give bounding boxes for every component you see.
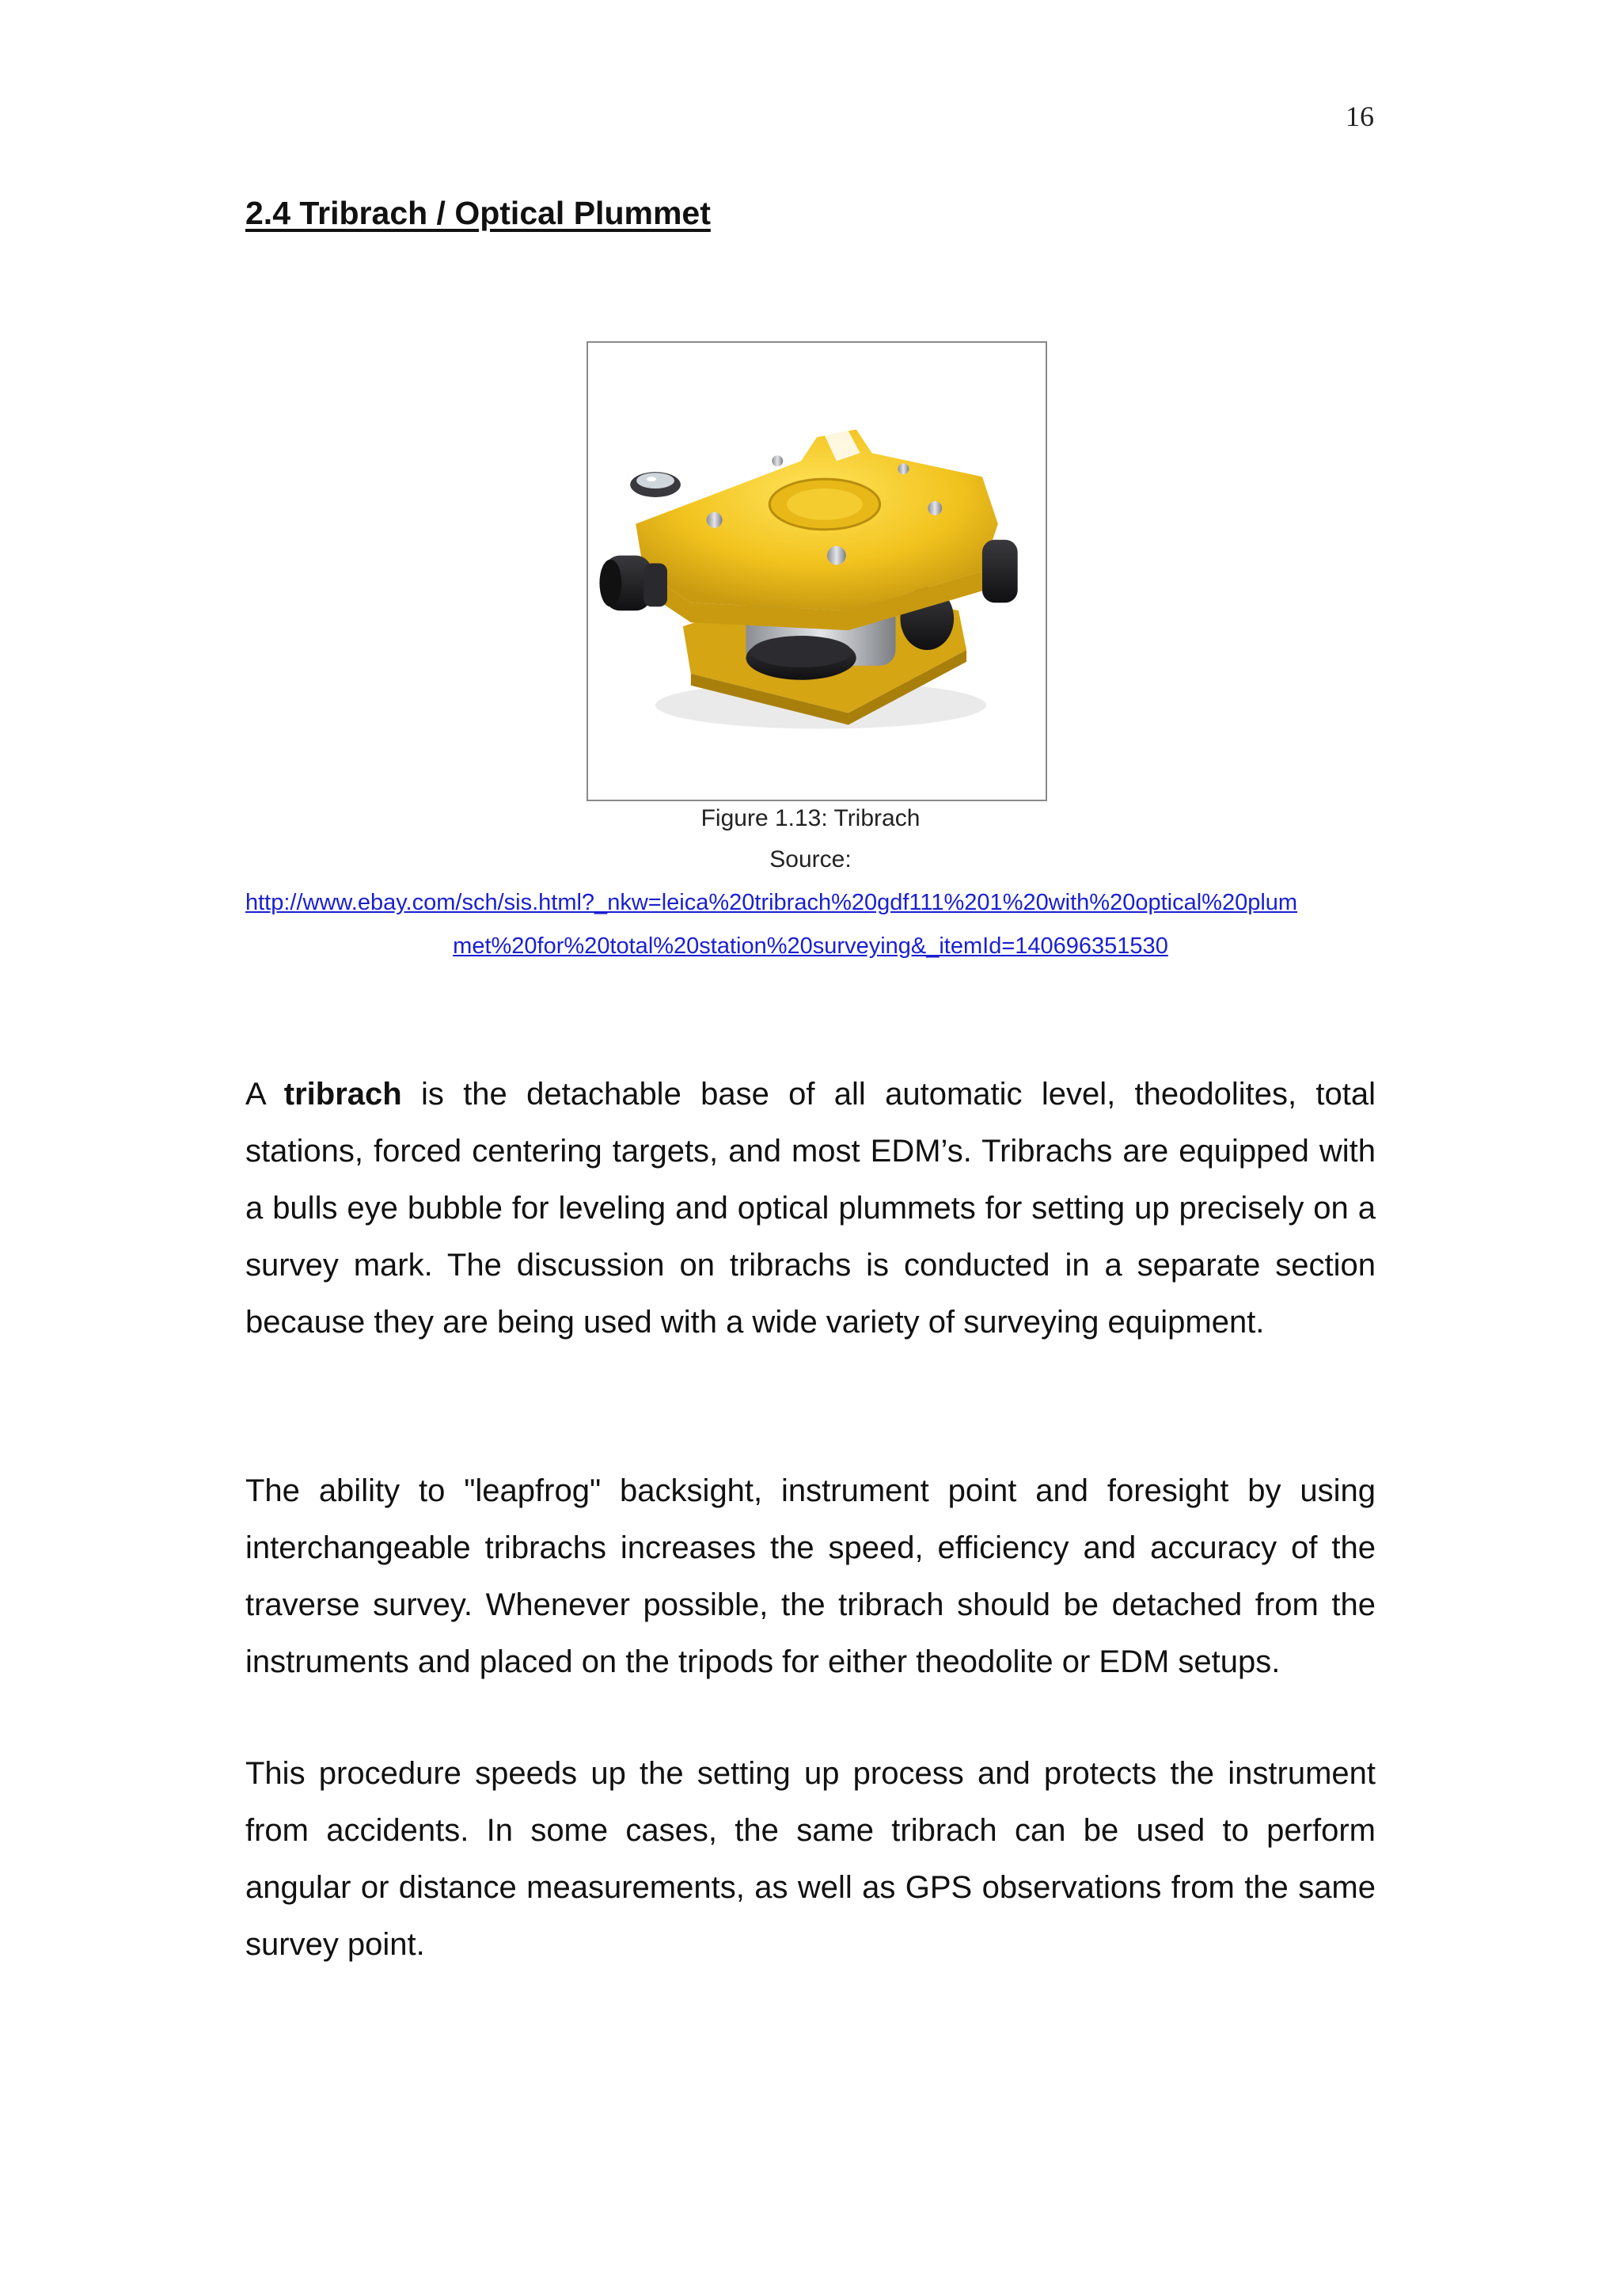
optical-plummet-eyepiece-icon <box>599 556 667 611</box>
paragraph-leapfrog: The ability to "leapfrog" backsight, instrument point and foresight by using interchangeable tribrachs increases the speed, efficiency and accuracy of the traverse survey. Whenever possible, the tribrach should be detached from the instruments and placed on the tripods for either theodolite or EDM setups. <box>245 1473 1376 1679</box>
bullseye-bubble-icon <box>630 472 681 497</box>
paragraph-procedure: This procedure speeds up the setting up process and protects the instrument from accidents. In some cases, the same tribrach can be used to perform angular or distance measurements, as well as GPS observations from the same survey point. <box>245 1756 1376 1962</box>
tribrach-image <box>588 343 1046 800</box>
term-tribrach: tribrach <box>283 1077 402 1112</box>
figure-source-label: Source: <box>769 846 852 872</box>
tribrach-figure <box>587 341 1047 801</box>
figure-caption: Figure 1.13: Tribrach <box>700 805 921 831</box>
paragraph-text: is the detachable base of all automatic level, theodolites, total stations, forced centering targets, and most EDM’s. Tribrachs are equipped with a bulls eye bubble for leveling and optical plummets for setting up precisely on a survey mark. The discussion on tribrachs is conducted in a separate section because they are being used with a wide variety of surveying equipment. <box>245 1077 1376 1340</box>
paragraph-tribrach-definition <box>245 1066 1376 1351</box>
page-number: 16 <box>1346 101 1374 132</box>
leveling-screw-icon <box>746 636 856 680</box>
section-heading: 2.4 Tribrach / Optical Plummet <box>245 195 711 231</box>
source-link-line-1[interactable]: http://www.ebay.com/sch/sis.html?_nkw=leica%20tribrach%20gdf111%201%20with%20optical%20plum <box>245 890 1298 915</box>
paragraph-lead: A <box>245 1077 284 1112</box>
source-link-line-2[interactable]: met%20for%20total%20station%20surveying&_itemId=140696351530 <box>453 933 1168 959</box>
leveling-screw-icon <box>982 540 1018 603</box>
